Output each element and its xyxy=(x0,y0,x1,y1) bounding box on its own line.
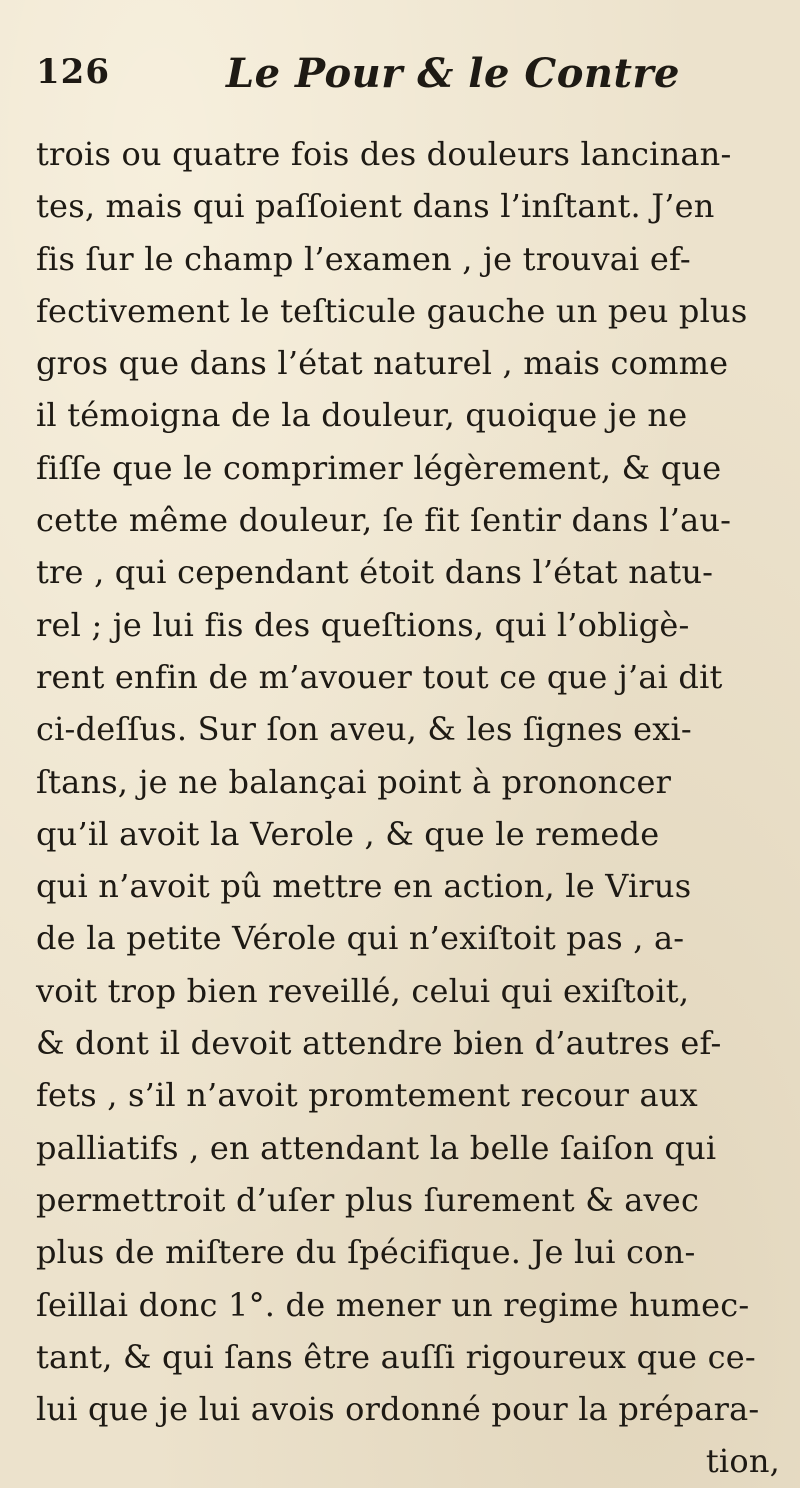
running-title: Le Pour & le Contre xyxy=(226,50,680,97)
text-line: permettroit d’uſer plus ſurement & avec xyxy=(36,1180,700,1219)
text-line: qu’il avoit la Verole , & que le remede xyxy=(36,814,660,853)
text-line-continuation: tion, xyxy=(705,1442,780,1481)
text-line: ci-deſſus. Sur ſon aveu, & les ſignes exi- xyxy=(36,710,692,749)
text-line: plus de miſtere du ſpécifique. Je lui con- xyxy=(36,1233,696,1272)
text-line: ſeillai donc 1°. de mener un regime humec- xyxy=(36,1285,750,1324)
text-line: tant, & qui ſans être auſſi rigoureux que ce- xyxy=(36,1337,756,1376)
text-line: fets , s’il n’avoit promtement recour aux xyxy=(36,1076,698,1115)
text-line: il témoigna de la douleur, quoique je ne xyxy=(36,396,688,435)
text-line: qui n’avoit pû mettre en action, le Virus xyxy=(36,867,692,906)
text-line: cette même douleur, ſe fit ſentir dans l’au- xyxy=(36,501,732,540)
text-line: & dont il devoit attendre bien d’autres ef- xyxy=(36,1024,722,1063)
text-line: ſtans, je ne balançai point à prononcer xyxy=(36,762,672,801)
text-line: lui que je lui avois ordonné pour la prépara- xyxy=(36,1390,760,1429)
page-number: 126 xyxy=(36,52,110,92)
text-line: de la petite Vérole qui n’exiſtoit pas , a- xyxy=(36,919,685,958)
text-line: tre , qui cependant étoit dans l’état natu- xyxy=(36,553,714,592)
text-line: palliatifs , en attendant la belle ſaiſon qui xyxy=(36,1128,717,1167)
body-text xyxy=(36,128,788,1488)
text-line: fiſſe que le comprimer légèrement, & que xyxy=(36,448,722,487)
text-line: rent enfin de m’avouer tout ce que j’ai dit xyxy=(36,657,723,696)
text-line: tes, mais qui paſſoient dans l’inſtant. J’en xyxy=(36,187,715,226)
running-head xyxy=(36,52,776,102)
text-line: fis ſur le champ l’examen , je trouvai ef- xyxy=(36,239,691,278)
text-line: trois ou quatre fois des douleurs lancinan- xyxy=(36,135,732,173)
text-line: fectivement le teſticule gauche un peu plus xyxy=(36,291,748,330)
text-line: rel ; je lui fis des queſtions, qui l’obligè- xyxy=(36,605,690,644)
text-line: voit trop bien reveillé, celui qui exiſtoit, xyxy=(36,971,690,1010)
text-line: gros que dans l’état naturel , mais comme xyxy=(36,344,729,383)
